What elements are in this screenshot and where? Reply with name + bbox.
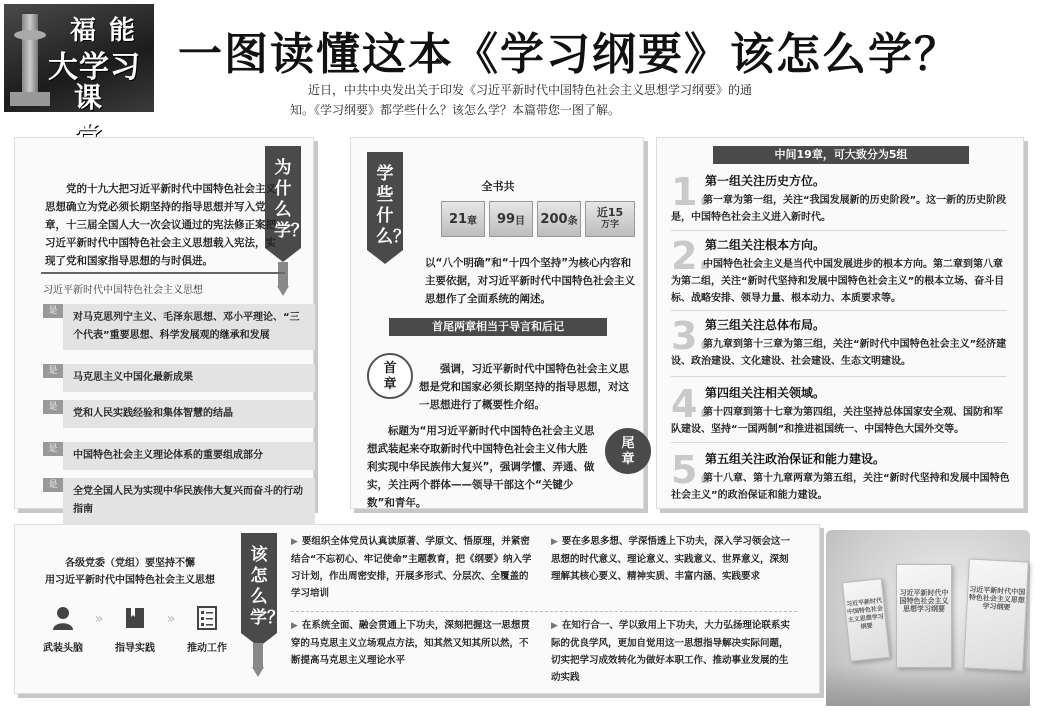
book-cover-icon [842, 578, 890, 662]
step-guide-practice [109, 605, 161, 654]
first-chapter-text-block: 强调，习近平新时代中国特色社会主义思想是党和国家必须长期坚持的指导思想，对这一思想进行了概要性介绍。 [419, 363, 629, 411]
group-5 [671, 450, 1011, 510]
list-item-text: 中国特色社会主义理论体系的重要组成部分 [63, 442, 315, 470]
shi-badge: 是 [43, 478, 63, 492]
book-icon [109, 605, 161, 631]
person-icon [37, 605, 89, 631]
how-tip-4 [551, 617, 797, 686]
stat-items [537, 201, 581, 237]
step-drive-work [181, 605, 233, 654]
step-arm-minds [37, 605, 89, 654]
group-1 [671, 172, 1011, 232]
step-label: 指导实践 [115, 643, 155, 654]
triangle-icon: ▶ [551, 537, 558, 547]
group-body: 中国特色社会主义是当代中国发展进步的根本方向。第二章到第八章为第二组，关注“新时代坚持和发展中国特色社会主义”的根本立场、奋斗目标、战略安排、领导力量、根本动力、本质要求等。 [671, 259, 1005, 304]
shi-badge: 是 [43, 364, 63, 378]
group-body: 第十四章到第十七章为第四组，关注坚持总体国家安全观、国防和军队建设、坚持“一国两制”和推进祖国统一、中国特色大国外交等。 [671, 407, 1003, 435]
logo [4, 4, 154, 112]
how-tip-2 [551, 533, 797, 585]
step-label: 武装头脑 [43, 643, 83, 654]
what-card [350, 137, 644, 509]
group-title: 第四组关注相关领域。 [705, 386, 826, 400]
list-item-text: 党和人民实践经验和集体智慧的结晶 [63, 400, 315, 428]
how-ribbon-text: 该怎么学？ [250, 545, 284, 628]
triangle-icon: ▶ [291, 621, 298, 631]
table-shadow [826, 666, 1030, 706]
why-card [14, 137, 314, 515]
list-item [43, 364, 315, 392]
list-item-text: 马克思主义中国化最新成果 [63, 364, 315, 392]
list-item [43, 478, 315, 524]
how-steps [37, 605, 233, 654]
intro-line-2: 知。《学习纲要》都学些什么？该怎么学？本篇带您一图了解。 [290, 103, 621, 117]
book-photo [826, 530, 1030, 706]
stats [441, 201, 635, 237]
how-ribbon [241, 533, 284, 633]
book-cover-title: 习近平新时代中国特色社会主义思想学习纲要 [899, 589, 949, 613]
shi-badge: 是 [43, 442, 63, 456]
stat-unit: 万字 [600, 220, 619, 230]
first-chapter-badge [367, 353, 413, 399]
divider [671, 230, 1007, 231]
list-item [43, 442, 315, 470]
divider [671, 376, 1007, 377]
pin-icon [278, 262, 288, 286]
stat-words [585, 201, 635, 237]
stat-unit: 章 [467, 215, 478, 227]
group-number: 1. [671, 170, 712, 214]
intro [290, 80, 810, 120]
last-chapter-text-block: 标题为“用习近平新时代中国特色社会主义思想武装起来夺取新时代中国特色社会主义伟大胜利实现中华民族伟大复兴”，强调学懂、弄通、做实，关注两个群体——领导干部这个“关键少数”和青年。 [367, 425, 595, 509]
how-intro-line-2: 用习近平新时代中国特色社会主义思想 [45, 575, 215, 586]
book-cover-icon [896, 564, 952, 668]
page-title: 一图读懂这本《学习纲要》该怎么学？ [178, 29, 960, 80]
what-paragraph: 以“八个明确”和“十四个坚持”为核心内容和主要依据，对习近平新时代中国特色社会主义思想作了全面系统的阐述。 [425, 257, 635, 305]
divider [291, 611, 797, 612]
divider [671, 442, 1007, 443]
how-intro-line-1: 各级党委（党组）要坚持不懈 [65, 558, 195, 569]
last-chapter-badge [605, 428, 651, 474]
triangle-icon: ▶ [551, 621, 558, 631]
groups-card [656, 137, 1024, 509]
why-paragraph: 党的十九大把习近平新时代中国特色社会主义思想确立为党必须长期坚持的指导思想并写入党章，十三届全国人大一次会议通过的宪法修正案把习近平新时代中国特色社会主义思想载入宪法，实现了党和国家指导思想的与时俱进。 [45, 183, 276, 267]
tip-text: 要在多思多想、学深悟透上下功夫，深入学习领会这一思想的时代意义、理论意义、实践意义、世界意义，深刻理解其核心要义、精神实质、丰富内涵、实践要求 [551, 536, 790, 582]
book-label: 全书共 [481, 180, 515, 193]
shi-badge: 是 [43, 400, 63, 414]
group-body: 第九章到第十三章为第三组，关注“新时代中国特色社会主义”经济建设、政治建设、文化建设、社会建设、生态文明建设。 [671, 339, 1007, 367]
group-number: 5. [671, 448, 712, 492]
group-number: 3. [671, 314, 712, 358]
tip-text: 要组织全体党员认真读原著、学原文、悟原理，并紧密结合“不忘初心、牢记使命”主题教育，把《纲要》纳入学习计划，作出周密安排，开展多形式、分层次、全覆盖的学习培训 [291, 536, 532, 599]
how-card [14, 524, 820, 694]
divider [671, 310, 1007, 311]
pin-icon [253, 643, 263, 667]
group-2 [671, 236, 1011, 316]
list-item-text: 对马克思列宁主义、毛泽东思想、邓小平理论、“三个代表”重要思想、科学发展观的继承和发展 [63, 304, 315, 350]
tip-text: 在系统全面、融会贯通上下功夫，深刻把握这一思想贯穿的马克思主义立场观点方法，知其然又知其所以然，不断提高马克思主义理论水平 [291, 620, 530, 666]
group-number: 2. [671, 234, 712, 278]
what-ribbon-text: 学些什么？ [376, 164, 410, 247]
stat-unit: 目 [515, 215, 526, 227]
last-chapter-text: 尾章 [621, 436, 635, 467]
stat-unit: 条 [567, 215, 578, 227]
arrow-icon: » [166, 611, 176, 627]
group-body: 第十八章、第十九章两章为第五组，关注“新时代坚持和发展中国特色社会主义”的政治保证和能力建设。 [671, 473, 1010, 501]
group-body: 第一章为第一组，关注“我国发展新的历史阶段”。这一新的历史阶段是，中国特色社会主义进入新时代。 [671, 195, 1007, 223]
list-item [43, 400, 315, 428]
what-ribbon [367, 152, 410, 250]
tip-text: 在知行合一、学以致用上下功夫，大力弘扬理论联系实际的优良学风，更加自觉用这一思想指导解决实际问题，切实把学习成效转化为做好本职工作、推动事业发展的生动实践 [551, 620, 790, 683]
why-subtitle: 习近平新时代中国特色社会主义思想 [43, 285, 203, 296]
group-title: 第三组关注总体布局。 [705, 318, 826, 332]
checklist-icon [181, 605, 233, 631]
first-last-band: 首尾两章相当于导言和后记 [389, 318, 607, 336]
book-cover-icon [963, 559, 1029, 672]
book-cover-title: 习近平新时代中国特色社会主义思想学习纲要 [968, 585, 1026, 612]
logo-line-2: 大学习 [48, 50, 141, 85]
arrow-icon: » [94, 611, 104, 627]
stat-num: 21 [448, 211, 468, 227]
logo-line-1: 福 能 [70, 16, 138, 46]
group-number: 4. [671, 382, 712, 426]
intro-line-1: 近日，中共中央发出关于印发《习近平新时代中国特色社会主义思想学习纲要》的通 [308, 83, 753, 97]
shi-badge: 是 [43, 304, 63, 318]
group-title: 第五组关注政治保证和能力建设。 [705, 452, 886, 466]
group-4 [671, 384, 1011, 444]
first-chapter-text: 首章 [383, 361, 397, 392]
stat-num: 200 [540, 211, 568, 227]
stat-num: 99 [496, 211, 516, 227]
stat-num: 近15 [596, 206, 624, 219]
list-item-text: 全党全国人民为实现中华民族伟大复兴而奋斗的行动指南 [63, 478, 315, 524]
divider [41, 272, 285, 274]
stat-chapters [441, 201, 485, 237]
how-tip-3 [291, 617, 537, 669]
why-ribbon-text: 为什么学？ [274, 158, 308, 241]
why-list [43, 304, 315, 524]
stat-sections [489, 201, 533, 237]
how-intro [15, 555, 245, 589]
list-item [43, 304, 315, 358]
triangle-icon: ▶ [291, 537, 298, 547]
step-label: 推动工作 [187, 643, 227, 654]
logo-line-3: 课 [74, 81, 109, 114]
group-title: 第一组关注历史方位。 [705, 174, 826, 188]
group-title: 第二组关注根本方向。 [705, 238, 826, 252]
book-cover-title: 习近平新时代中国特色社会主义思想学习纲要 [845, 597, 885, 631]
tower-graphic [22, 14, 38, 106]
groups-band: 中间19章，可大致分为5组 [713, 146, 969, 164]
group-3 [671, 316, 1011, 378]
how-tip-1 [291, 533, 537, 602]
